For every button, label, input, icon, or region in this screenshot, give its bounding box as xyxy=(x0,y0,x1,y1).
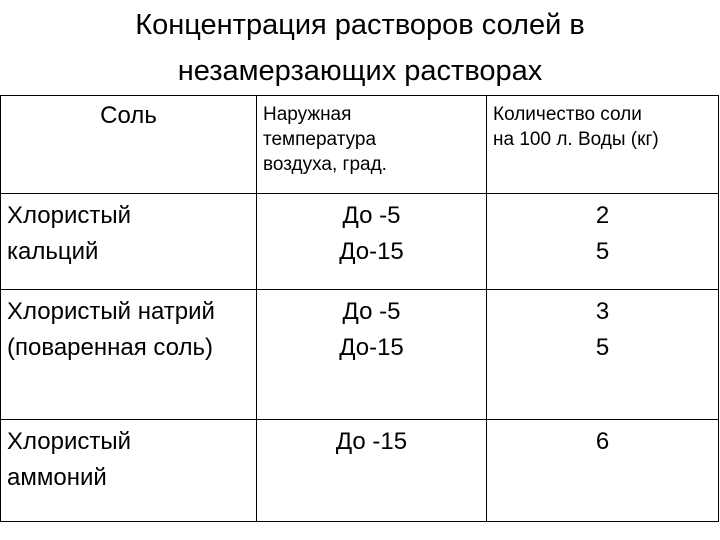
header-amount-line: Количество соли xyxy=(493,104,642,125)
salt-name-line: кальций xyxy=(7,238,99,265)
salt-name-line: аммоний xyxy=(7,464,107,491)
temperature-cell xyxy=(257,194,487,290)
title-line-1: Концентрация растворов солей в xyxy=(135,9,585,41)
salt-cell xyxy=(1,194,257,290)
amount-cell xyxy=(487,194,719,290)
salt-name-line: Хлористый xyxy=(7,202,132,229)
header-temperature-line: воздуха, град. xyxy=(263,154,387,175)
title-line-2: незамерзающих растворах xyxy=(177,55,543,87)
header-temperature xyxy=(257,96,487,194)
amount-value: 2 xyxy=(595,202,610,229)
salt-cell xyxy=(1,290,257,420)
salt-cell xyxy=(1,420,257,522)
amount-value: 6 xyxy=(595,428,610,455)
slide-title xyxy=(0,2,720,94)
amount-cell xyxy=(487,290,719,420)
table-row xyxy=(1,194,719,290)
temperature-cell xyxy=(257,420,487,522)
amount-value: 5 xyxy=(595,334,610,361)
amount-value: 5 xyxy=(595,238,610,265)
header-amount-line: на 100 л. Воды (кг) xyxy=(493,129,659,150)
temperature-value: До-15 xyxy=(339,334,404,361)
header-temperature-line: Наружная xyxy=(263,104,352,125)
temperature-cell xyxy=(257,290,487,420)
temperature-value: До -5 xyxy=(342,298,401,325)
header-amount xyxy=(487,96,719,194)
temperature-value: До -5 xyxy=(342,202,401,229)
header-temperature-line: температура xyxy=(263,129,377,150)
table-row xyxy=(1,420,719,522)
temperature-value: До -15 xyxy=(335,428,408,455)
temperature-value: До-15 xyxy=(339,238,404,265)
table-header-row xyxy=(1,96,719,194)
amount-value: 3 xyxy=(595,298,610,325)
salt-name-line: Хлористый xyxy=(7,428,132,455)
amount-cell xyxy=(487,420,719,522)
salt-name-line: Хлористый натрий xyxy=(7,298,215,325)
salt-concentration-table xyxy=(0,95,719,522)
header-salt: Соль xyxy=(1,96,257,194)
table-row xyxy=(1,290,719,420)
salt-name-line: (поваренная соль) xyxy=(7,334,213,361)
